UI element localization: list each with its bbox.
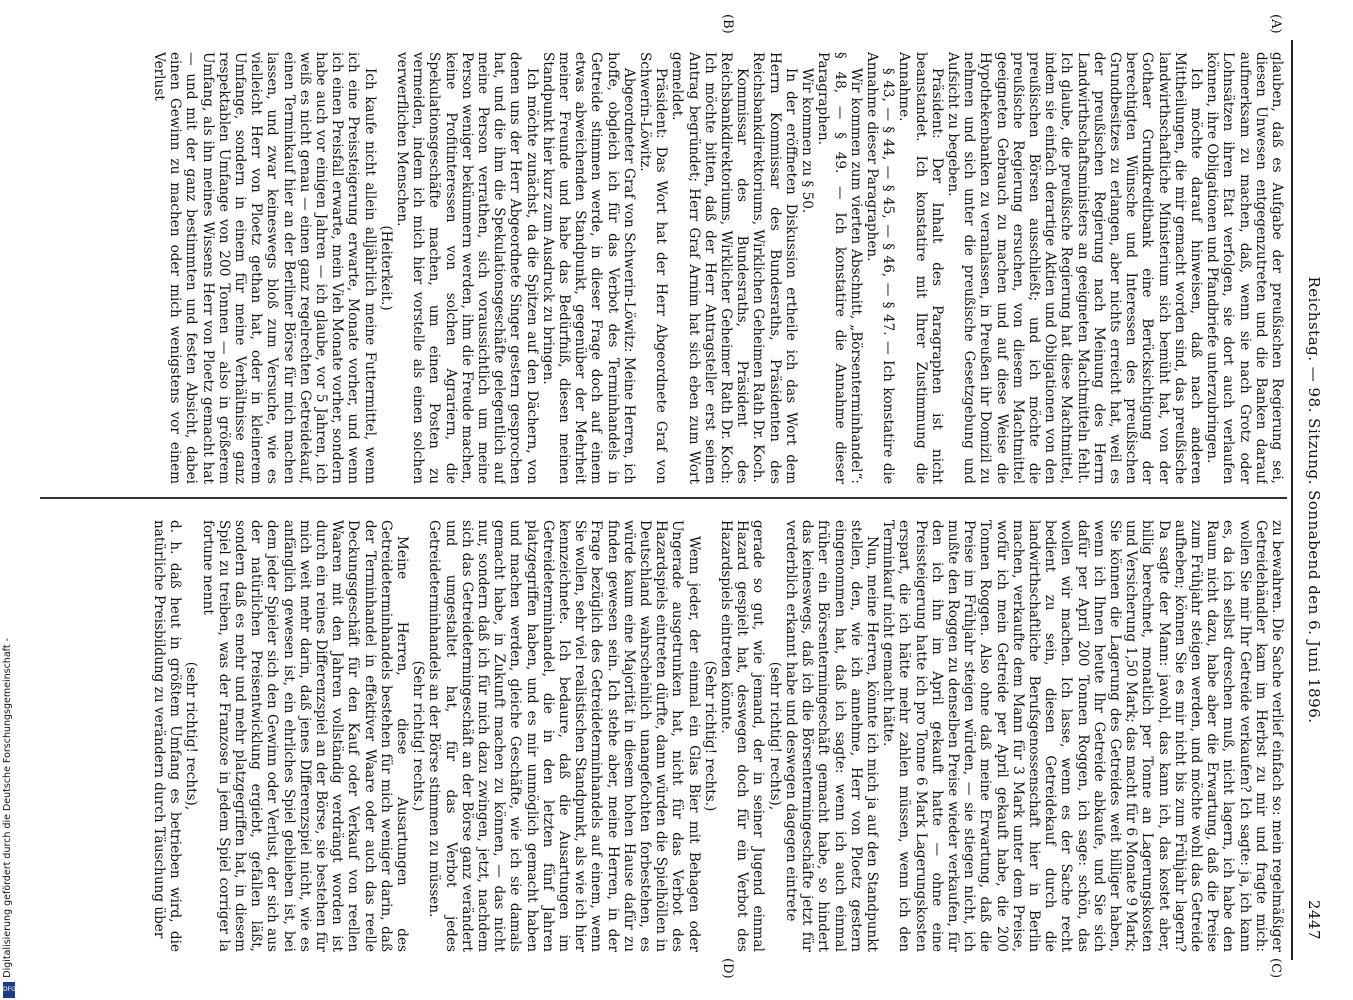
interjection: (Heiterkeit.) xyxy=(377,225,394,311)
paragraph: Meine Herren, diese Ausartungen des Getreideterminhandels bestehen für mich weniger darin, daß der Terminhandel in effektiver Waare oder auch das reelle Deckungsgeschäft für den Kauf oder Verkauf von reellen Waaren mit den Jahren vollständig verdrängt worden ist durch ein reines Differenzspiel an der Börse, sie bestehen für mich weit mehr darin, daß jenes Differenzspiel nicht, wie es anfänglich gewesen ist, ein ehrliches Spiel geblieben ist, bei dem jeder Spieler sich den Gewinn oder Verlust, der sich aus der natürlichen Preisentwicklung ergiebt, gefallen läßt, sondern daß es mehr und mehr platzgegriffen hat, in diesem Spiel zu treiben, was der Franzose in jedem Spiel corriger la fortune nennt xyxy=(199,520,411,952)
paragraph: Präsident: Das Wort hat der Herr Abgeordnete Graf von Schwerin-Löwitz. xyxy=(637,52,670,484)
paragraph: Wenn jeder, der einmal ein Glas Bier mit Behagen oder Ungerade ausgetrunken hat, nicht für das Verbot des Hazardspiels eintreten dürfte, dann würden die Spielhöllen in Deutschland wahrscheinlich unangefochten forbestehen, es würde kaum eine Majorität in diesem hohen Hause dafür zu finden gewesen sein. Ich stehe aber, meine Herren, in der Frage bezüglich des Getreideterminhandels auf einem, wenn Sie wollen, sehr viel realistischen Standpunkt, als wie ich hier kennzeichnete. Ich bedaure, daß die Ausartungen im Getreideterminhandel, die in den letzten fünf Jahren platzgegriffen haben, und es mir unmöglich gemacht haben und machen werden, gleiche Geschäfte, wie ich sie damals gemacht habe, in Zukunft machen zu können, — das nicht nur, sondern daß ich für mich dazu zwingen, jetzt, nachdem sich das Getreidetermingeschäft an der Börse ganz verändert und umgestaltet hat, für das Verbot jedes Getreideterminhandels an der Börse stimmen zu müssen. xyxy=(426,520,702,952)
right-column xyxy=(40,520,1285,952)
paragraph: Ich kaufe nicht allein alljährlich meine Futtermittel, wenn ich eine Preissteigerung erwarte, Monate vorher, und wenn ich einen Preisfall erwarte, mein Vieh Monate vorher, sondern habe auch vor einigen Jahren — ich glaube, vor 5 Jahren, ich weiß es nicht genau — einen ganz regelrechten Getreidekauf, einen Terminkauf hier an der Berliner Börse für mich machen lassen, und zwar keineswegs bloß zum Versuche, wie es vielleicht Herr von Ploetz gethan hat, oder in kleinerem Umfange, sondern in einem für meine Verhältnisse ganz respektablen Umfange von 200 Tonnen — also in größerem Umfang, als ihn meines Wissens Herr von Ploetz gemacht hat — und mit der ganz bestimmten und festen Absicht, dabei einen Gewinn zu machen oder mich wenigstens vor einem Verlust xyxy=(150,52,378,484)
margin-letter-a: (A) xyxy=(1268,14,1283,34)
dfg-logo: DFG xyxy=(3,982,15,998)
column-divider xyxy=(40,497,1287,499)
digitization-credit xyxy=(0,600,18,1000)
paragraph: Wir kommen zu § 50. xyxy=(799,68,816,214)
paragraph: Nun, meine Herren, könnte ich mich ja auf den Standpunkt stellen, den, wie ich annehme, Herr von Ploetz gestern eingenommen hat, daß ich sagte: wenn ich auch einmal früher ein Börsentermingeschäft gemacht habe, so hindert das keineswegs, daß ich die Börsentermingeschäfte jetzt für verderblich erkannt habe und deswegen dagegen eintrete xyxy=(782,520,880,952)
paragraph: d. h. daß heut in größtem Umfang es betrieben wird, die natürliche Preisbildung zu verändern durch Täuschung über xyxy=(150,520,184,952)
paragraph: Präsident: Der Inhalt des Paragraphen ist nicht beanstandet. Ich konstatire mit Ihrer Zustimmung die Annahme. xyxy=(896,52,945,484)
credit-text: Digitalisierung gefördert durch die Deutsche Forschungsgemeinschaft - xyxy=(2,638,13,978)
paragraph: Wir kommen zum vierten Abschnitt, „Börsenterminhandel“: § 48, — § 49. — Ich konstatire die Annahme dieser Paragraphen. xyxy=(815,52,864,484)
page-number: 2447 xyxy=(1305,899,1323,940)
paragraph: In der eröffneten Diskussion ertheile ich das Wort dem Herrn Kommissar des Bundesraths, Präsidenten des Reichsbankdirektoriums, Wirklichen Geheimen Rath Dr. Koch. xyxy=(750,52,799,484)
paragraph: § 43, — § 44, — § 45, — § 46, — § 47. — Ich konstatire die Annahme dieser Paragraphen. xyxy=(863,52,897,484)
interjection: (Sehr richtig! rechts.) xyxy=(701,660,718,812)
running-head xyxy=(1295,40,1325,960)
margin-letter-d: (D) xyxy=(720,958,735,979)
paragraph: Ich möchte zunächst, da die Spitzen auf den Dächern, von denen uns der Herr Abgeordnete Singer gestern gesprochen hat, und die ihm die Spekulationsgeschäfte gelegentlich auf meine Person verrathen, sich voraussichtlich um meine Person weniger bekümmern werden, ihm die Freude machen, keine Profitinteressen von solchen Agrariern, die Spekulationsgeschäfte machen, um einen Posten zu vermeiden, indem ich mich hier vorstelle als einen solchen verwerflichen Menschen. xyxy=(394,52,540,484)
paragraph: glauben, daß es Aufgabe der preußischen Regierung sei, diesen Unwesen entgegenzutreten und die Banken darauf aufmerksam zu machen, daß, wenn sie nach Grotz oder Lohnsätzen ihren Etat verfolgen, sie dort auch verlaufen können, ihre Obligationen und Pfandbriefe unterzubringen. xyxy=(1204,52,1285,484)
interjection: (sehr richtig! rechts), xyxy=(766,661,783,811)
header-rule xyxy=(1291,40,1293,960)
paragraph: zu bewahren. Die Sache verlief einfach so: mein regelmäßiger Getreidehändler kam im Herbst zu mir und fragte mich: wollen Sie mir Ihr Getreide verkaufen? Ich sagte: ja, ich kann es, da ich selbst dreschen muß, nicht lagern, ich habe den Raum nicht dazu, habe aber die Erwartung, daß die Preise zum Frühjahr steigen werden, und möchte wohl das Getreide aufheben; können Sie es mir nicht bis zum Frühjahr lagern? Da sagte der Mann: jawohl, das kann ich, das kostet aber, billig berechnet, monatlich per Tonne an Lagerungskosten und Versicherung 1,50 Mark; das macht für 6 Monate 9 Mark; Sie können die Lagerung des Getreides weit billiger haben, wenn ich Ihnen heute Ihr Getreide abkaufe, und Sie sich dafür per April 200 Tonnen Roggen, ich sage: schön, das wollen wir machen. Ich lasse, wenn es der Sache recht bedient zu sein, diesen Getreidekauf durch die landwirthschaftliche Berufsgenossenschaft hier in Berlin machen, verkaufte dem Mann für 3 Mark unter dem Preise, wofür ich mein Getreide per April gekauft habe, die 200 Tonnen Roggen. Also ohne daß meine Erwartung, daß die Preise im Frühjahr steigen würden, — sie stiegen nicht, ich mußte den Roggen zu denselben Preise wieder verkaufen, für den ich ihn im April gekauft hatte — ohne eine Preissteigerung hatte ich pro Tonne 6 Mark Lagerungskosten erspart, die ich hätte mehr zahlen müssen, wenn ich den Terminkauf nicht gemacht hätte. xyxy=(880,520,1285,952)
interjection: (Sehr richtig! rechts.) xyxy=(410,660,427,812)
margin-letter-c: (C) xyxy=(1268,958,1283,979)
paragraph: Ich möchte darauf hinweisen, daß nach anderen Mittheilungen, die mir gemacht worden sind, das preußische landwirthschaftliche Ministerium sich bemüht hat, von der Gothaer Grundkreditbank eine Berücksichtigung der berechtigten Wünsche und Interessen des preußischen Grundbesitzes zu erlangen, aber nichts erreicht hat, weil es der preußischen Regierung nach Meinung des Herrn Landwirthschaftsministers an geeigneten Machtmitteln fehlt. Ich glaube, die preußische Regierung hat diese Machtmittel, indem sie einfach derartige Aktien und Obligationen von den preußischen Börsen ausschließt; und ich möchte die preußische Regierung ersuchen, von diesem Machtmittel geeigneten Gebrauch zu machen und auf diese Weise die Hypothekenbanken zu veranlassen, in Preußen ihr Domizil zu nehmen und sich unter die preußische Gesetzgebung und Aufsicht zu begeben. xyxy=(944,52,1204,484)
margin-letter-b: (B) xyxy=(720,14,735,34)
paragraph: Abgeordneter Graf von Schwerin-Löwitz: Meine Herren, ich hoffe, obgleich ich für das Verbot des Terminhandels in Getreide stimmen werde, in dieser Frage doch auf einem etwas abweichenden Standpunkt, gegenüber der Mehrheit meiner Freunde und habe das Bedürfniß, diesen meinen Standpunkt hier kurz zum Ausdruck zu bringen. xyxy=(539,52,637,484)
interjection: (sehr richtig! rechts), xyxy=(183,661,200,811)
paragraph: Kommissar des Bundesraths, Präsident des Reichsbankdirektoriums, Wirklicher Geheimer Rath Dr. Koch: Ich möchte bitten, daß der Herr Antragsteller erst seinen Antrag begründet; Herr Graf Arnim hat sich eben zum Wort gemeldet. xyxy=(669,52,751,484)
page-title: Reichstag. — 98. Sitzung. Sonnabend den 6. Juni 1896. xyxy=(1305,276,1323,724)
left-column xyxy=(40,52,1285,484)
paragraph: gerade so gut, wie jemand, der in seiner Jugend einmal Hazard gespielt hat, deswegen doch für ein Verbot des Hazardspiels eintreten könnte. xyxy=(718,520,767,952)
